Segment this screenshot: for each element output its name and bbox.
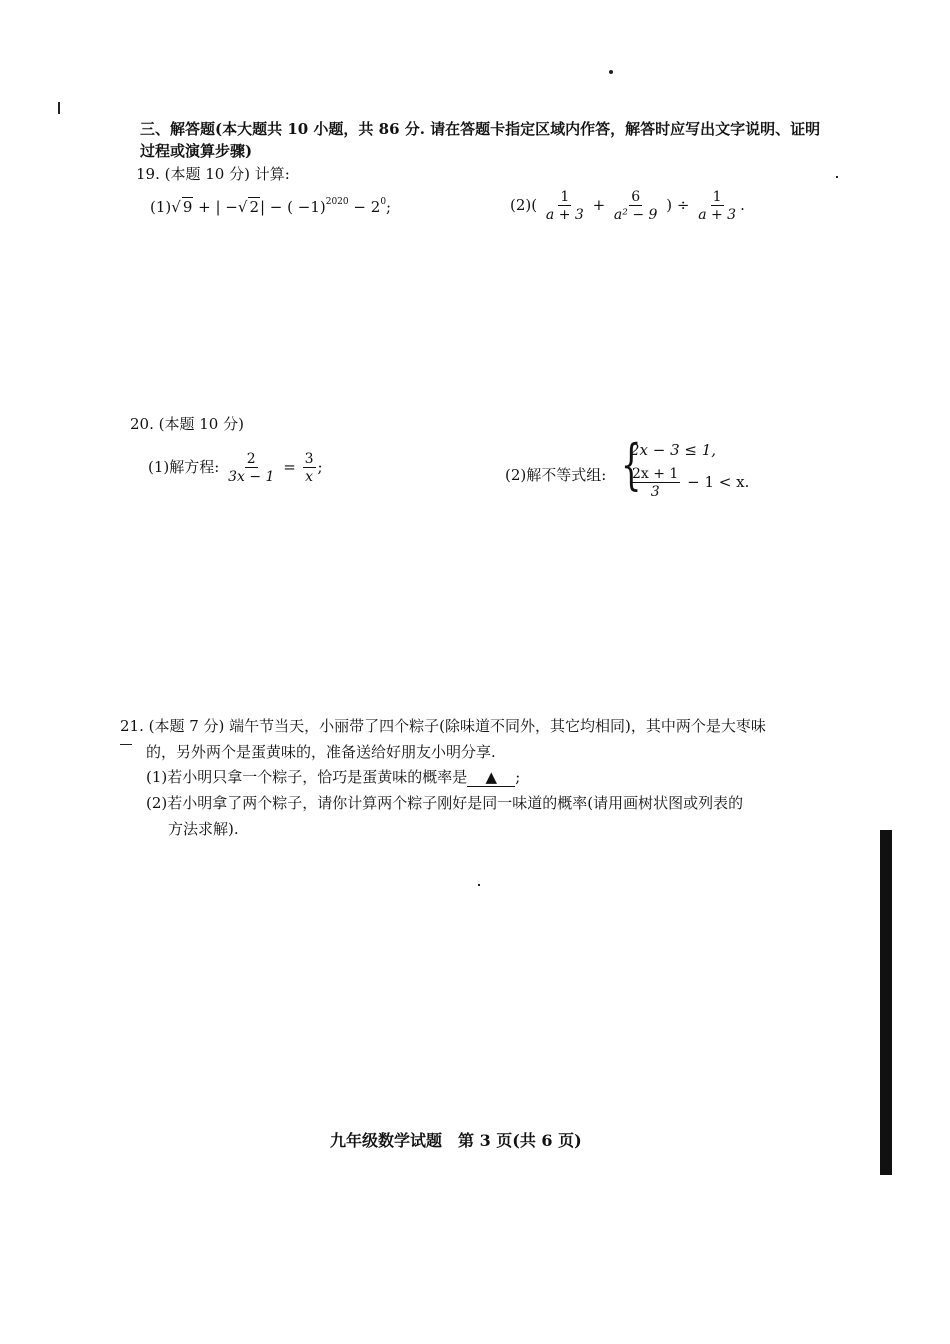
q19-header: 19. (本题 10 分) 计算: [136,165,290,183]
q19-p2-f1-den: a + 3 [545,207,584,223]
sqrt-symbol-icon: √ [171,198,181,216]
q20-p1-rhs-fraction [303,452,316,484]
q19-p1-sqrt9: 9 [182,198,193,216]
q20-p1-rhs-den: x [305,469,313,485]
q20-p1-rhs-num: 3 [304,451,314,467]
q20-header: 20. (本题 10 分) [130,415,244,433]
q21-line2: 的，另外两个是蛋黄味的，准备送给好朋友小明分享. [146,743,496,761]
q19-p2-fraction1 [544,190,586,222]
scan-artifact-right-dot [836,176,838,178]
q20-p2-l2-tail: − 1 < x. [687,473,750,491]
q20-p1-label: (1)解方程: [148,458,220,476]
sqrt-symbol-icon: √ [237,198,248,216]
q19-p1-tail: − 2 [353,198,381,216]
scan-artifact-q21-dash [120,744,132,745]
q19-p2-f3-num: 1 [712,189,722,205]
scan-artifact-left-mark [58,102,60,114]
q19-p1-end: ; [386,198,392,216]
q19-p1-exp2: 0 [380,197,387,207]
q19-p2-f2-num: 6 [631,189,641,205]
q19-p1-mid: + | − [198,198,238,216]
q20-p1-end: ; [317,458,323,476]
page-footer: 九年级数学试题 第 3 页(共 6 页) [330,1131,582,1150]
scan-artifact-right-edge-bar [880,830,892,1175]
section-heading-line1: 三、解答题(本大题共 10 小题，共 86 分. 请在答题卡指定区域内作答，解答时应写出文字说明、证明 [140,120,821,138]
q21-p1-text: (1)若小明只拿一个粽子，恰巧是蛋黄味的概率是 [146,768,468,786]
q21-p1-end: ; [515,768,521,786]
q21-part1 [146,766,520,787]
q20-p2-line2 [628,467,749,499]
q19-p2-f2-den: a² − 9 [613,207,658,223]
q19-p2-f3-den: a + 3 [698,207,737,223]
q20-p2-l2-num: 2x + 1 [632,466,679,482]
q20-p1-lhs-num: 2 [246,451,256,467]
q20-p2-l2-den: 3 [650,484,660,500]
q20-p1-lhs-fraction [226,452,276,484]
q20-p2-label: (2)解不等式组: [505,466,607,484]
q19-p2-plus: + [592,196,606,214]
q19-p1-after: | − ( −1) [259,198,326,216]
q20-p1-lhs-den: 3x − 1 [228,469,275,485]
section-heading-line2: 过程或演算步骤) [140,142,253,160]
q19-p2-label: (2)( [510,196,538,214]
q19-part1-expression [150,197,391,216]
q21-p1-answer-blank: ▲ [467,768,515,787]
q19-part2-expression [510,190,745,222]
q19-p2-div: ) ÷ [666,196,690,214]
q20-part1-equation [148,452,323,484]
q19-p1-sqrt2: 2 [249,198,259,216]
q21-line1: 21. (本题 7 分) 端午节当天，小丽带了四个粽子(除味道不同外，其它均相同)，其中两个是大枣味 [120,717,766,735]
q19-p2-fraction3 [696,190,738,222]
q21-part2-line2: 方法求解). [168,820,239,838]
q19-p2-end: . [740,196,745,214]
scan-artifact-mid-dot [478,884,480,886]
q20-p2-fraction [630,467,680,499]
q20-p2-line1: 2x − 3 ≤ 1, [630,441,717,459]
q21-part2-line1: (2)若小明拿了两个粽子，请你计算两个粽子刚好是同一味道的概率(请用画树状图或列表的 [146,794,744,812]
scan-artifact-top-dot [609,70,613,74]
q19-p2-fraction2 [612,190,660,222]
q19-p1-label: (1) [150,198,172,216]
brace-icon: { [620,433,642,496]
q19-p1-exp1: 2020 [325,197,349,207]
q19-p2-f1-num: 1 [560,189,570,205]
q20-p1-eq: = [283,458,296,476]
